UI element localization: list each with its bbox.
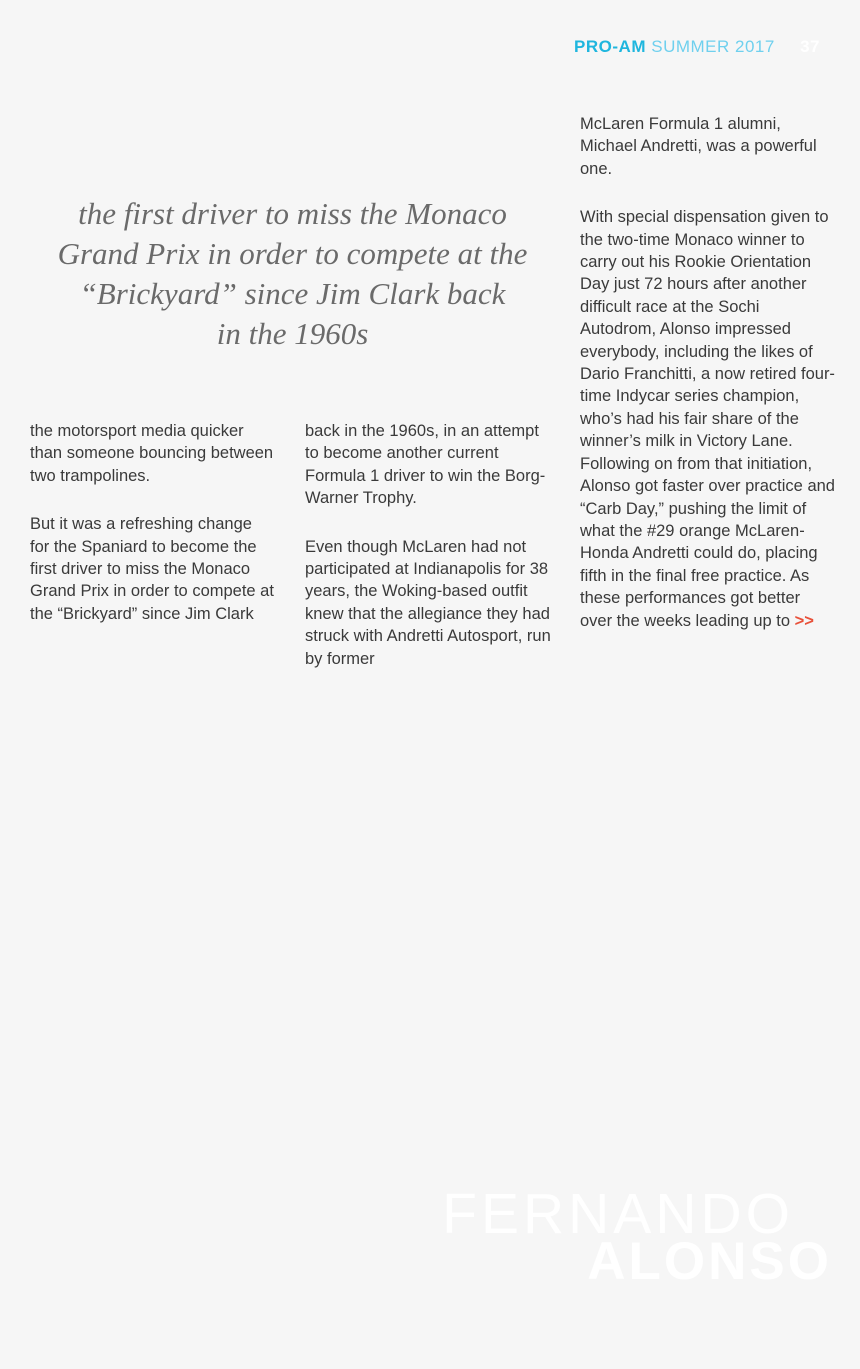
running-header [574, 37, 820, 57]
paragraph [580, 206, 835, 632]
paragraph: back in the 1960s, in an attempt to become another current Formula 1 driver to win the Borg-Warner Trophy. [305, 422, 546, 508]
pull-quote-line: “Brickyard” since Jim Clark back [79, 276, 506, 311]
continue-arrow[interactable]: >> [794, 611, 814, 630]
paragraph: But it was a refreshing change for the Spaniard to become the first driver to miss the Monaco Grand Prix in order to compete at the “Brickyard” since Jim Clark [30, 515, 274, 623]
page-number: 37 [800, 37, 820, 56]
paragraph-text: With special dispensation given to the two-time Monaco winner to carry out his Rookie Orientation Day just 72 hours after another difficult race at the Sochi Autodrom, Alonso impressed everybody, including the likes of Dario Franchitti, a now retired four-time Indycar series champion, who’s had his fair share of the winner’s milk in Victory Lane. Following on from that initiation, Alonso got faster over practice and “Carb Day,” pushing the limit of what the #29 orange McLaren-Honda Andretti could do, placing fifth in the final free practice. As these performances got better over the weeks leading up to [580, 208, 835, 630]
issue-label: SUMMER 2017 [651, 37, 775, 56]
pull-quote [30, 194, 555, 354]
pull-quote-line: the first driver to miss the Monaco [78, 196, 507, 231]
article-column-2 [305, 420, 555, 696]
paragraph: the motorsport media quicker than someone bouncing between two trampolines. [30, 422, 274, 485]
magazine-brand: PRO-AM [574, 37, 646, 56]
article-column-1 [30, 420, 275, 651]
pull-quote-line: Grand Prix in order to compete at the [57, 236, 528, 271]
paragraph: McLaren Formula 1 alumni, Michael Andretti, was a powerful one. [580, 115, 817, 178]
article-column-3 [580, 113, 835, 658]
paragraph: Even though McLaren had not participated at Indianapolis for 38 years, the Woking-based outfit knew that the allegiance they had struck with Andretti Autosport, run by former [305, 537, 551, 668]
subject-last-name: ALONSO [587, 1232, 832, 1291]
feature-subject-name [442, 1182, 832, 1291]
subject-first-name: FERNANDO [442, 1182, 794, 1246]
pull-quote-line: in the 1960s [216, 316, 369, 351]
